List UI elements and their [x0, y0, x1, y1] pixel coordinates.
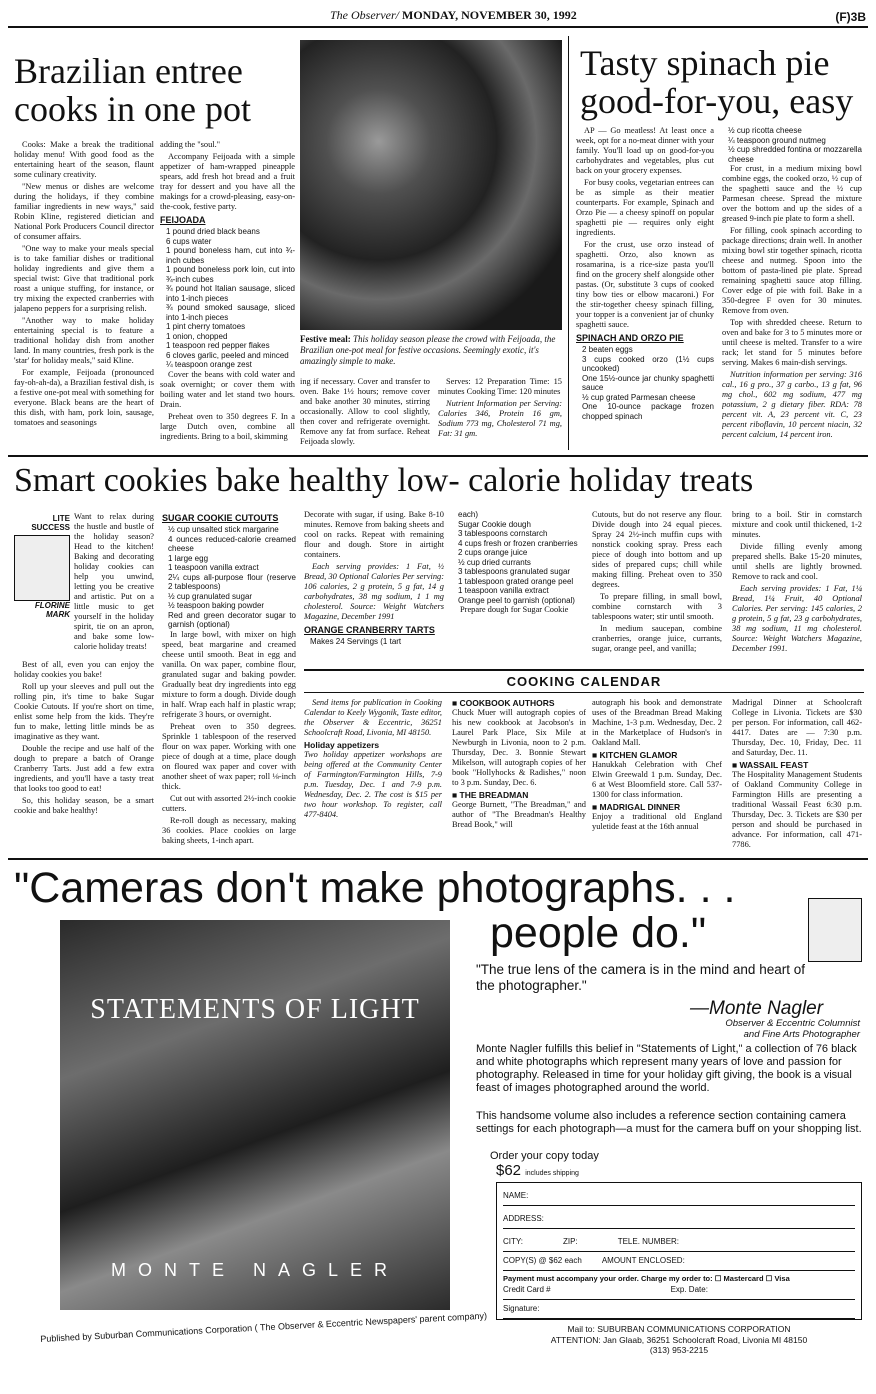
calendar-section-title: Holiday appetizers	[304, 740, 380, 750]
ingredient: 2 cups orange juice	[458, 548, 528, 557]
ingredient: 3 cups cooked orzo (1½ cups uncooked)	[582, 354, 714, 373]
section-rule	[8, 455, 868, 457]
paragraph: Hanukkah Celebration with Chef Elwin Greewald 1 p.m. Sunday, Dec. 6 at West Bloomfield store. Call 537-1300 for class information.	[592, 760, 722, 799]
calendar-section-title: ■ KITCHEN GLAMOR	[592, 750, 678, 760]
paragraph: Cooks: Make a break the traditional holiday menu! With good food as the entertaining heart of the season, flaunt some culinary creativity.	[14, 140, 154, 179]
paragraph: Cutouts, but do not reserve any flour. Divide dough into 24 equal pieces. Spray 24 2½-inch muffin cups with nonstick cooking spray. Press each piece of dough into bottom and up sides of prepared cups; chill while making filling. Preheat oven to 350 degrees.	[592, 510, 722, 589]
cookies-intro	[74, 512, 154, 660]
nutrition-info: Nutrition information per serving: 316 cal., 16 g pro., 37 g carbo., 13 g fat, 96 mg chol., 602 mg sodium, 477 mg potassium, 2 g dietary fiber. RDA: 78 percent vit. A, 23 percent vit. C, 23 percent riboflavin, 10 percent niacin, 32 percent calcium, 14 percent iron.	[722, 370, 862, 439]
paragraph: Two holiday appetizer workshops are being offered at the Community Center of Farmington/Farmington Hills, 7-9 p.m. Tuesday, Dec. 1 and 7-9 p.m. Wednesday, Dec. 2. The cost is $15 per two hour workshop. To register, call 477-8404.	[304, 750, 442, 819]
paragraph: Roll up your sleeves and pull out the rolling pin, it's time to bake Sugar Cookie Cutouts. If you're short on time, enlist some help from the kids. They're fun to make, letting little minds be as imaginative as they want.	[14, 682, 154, 741]
field-label: TELE. NUMBER:	[617, 1237, 680, 1246]
paragraph: For filling, cook spinach according to package directions; drain well. In another mixing bowl stir together spinach, ricotta cheese and nutmeg. Spoon into the bottom of pasta-lined pie plate. Spread remaining spaghetti sauce atop filling. Cover edge of pie with foil. Bake in a 350-degree F oven for 30 minutes. Remove from oven.	[722, 226, 862, 315]
attribution-line: Observer & Eccentric Columnist	[725, 1018, 860, 1029]
field-label: ADDRESS:	[503, 1214, 544, 1223]
paragraph: Decorate with sugar, if using. Bake 8-10 minutes. Remove from baking sheets and cool on racks. Repeat with remaining flour and dough. Store in airtight containers.	[304, 510, 444, 559]
signature-field[interactable]	[503, 1304, 855, 1319]
ingredient: 1 teaspoon vanilla extract	[458, 586, 549, 595]
paragraph: Serves: 12 Preparation Time: 15 minutes Cooking Time: 120 minutes	[438, 377, 562, 396]
paragraph: Best of all, even you can enjoy the holiday cookies you bake!	[14, 660, 154, 679]
phone-number: (313) 953-2215	[649, 1345, 709, 1355]
ingredient: 1 teaspoon vanilla extract	[168, 563, 259, 572]
field-label: COPY(S) @ $62 each	[503, 1256, 582, 1265]
ad-headline-line2: people do."	[490, 909, 707, 957]
cookies-col1	[14, 660, 154, 852]
field-label: Exp. Date:	[670, 1285, 708, 1294]
calendar-rule	[304, 669, 864, 671]
recipe-title: SUGAR COOKIE CUTOUTS	[162, 513, 279, 523]
section-rule	[8, 858, 868, 860]
ad-paragraph-1: Monte Nagler fulfills this belief in "Statements of Light," a collection of 76 black and white photographs which represent many years of love and passion for photography. Released in time for your holiday gift giving, the book is a visual feast of images photographed around the world.	[476, 1043, 857, 1094]
ingredient: 1 pound boneless ham, cut into ¾-inch cubes	[166, 246, 295, 265]
ingredient: ½ cup granulated sugar	[168, 591, 253, 601]
ingredient: 1 onion, chopped	[166, 331, 228, 341]
paragraph: AP — Go meatless! At least once a week, opt for a no-meat dinner with your family. You'll load up on good-for-you carbohydrates and vegetables, plus cut back on your grocery expenses.	[576, 126, 714, 175]
ingredient: 1 pound dried black beans	[166, 227, 260, 236]
paragraph: Enjoy a traditional old England yuletide feast at the 16th annual	[592, 812, 722, 831]
ingredient: 6 cups water	[166, 236, 212, 246]
payment-note: Payment must accompany your order. Charge my order to: ☐ Mastercard ☐ Visa	[503, 1274, 790, 1283]
cookies-headline: Smart cookies bake healthy low- calorie holiday treats	[14, 462, 754, 499]
nutrition-info: Each serving provides: 1 Fat, 1¼ Bread, 1¼ Fruit, 40 Optional Calories. Per serving: 145 calories, 2 g protein, 5 g fat, 23 g carbohydrates, 38 mg sodium, 11 mg cholesterol. Source: Weight Watchers Magazine, December 1991.	[732, 584, 862, 653]
ingredient: 1 pound boneless pork loin, cut into ¾-inch cubes	[166, 265, 295, 284]
paper-name: The Observer/	[330, 8, 399, 22]
paragraph: Accompany Feijoada with a simple appetizer of ham-wrapped pineapple spears, add fresh hot bread and a fruit tray for dessert and you have all the makings for a crowd-pleasing, easy-on-the-cook, festive party.	[160, 152, 295, 211]
yield: Makes 24 Servings (1 tart	[310, 637, 402, 646]
ingredient: 2 beaten eggs	[582, 345, 633, 354]
columnist-name: FLORINE	[34, 601, 70, 610]
caption-lead: Festive meal:	[300, 334, 351, 344]
ingredient: 4 ounces reduced-calorie creamed cheese	[168, 534, 296, 553]
cookies-col2	[162, 510, 296, 852]
spinach-col1	[576, 126, 714, 451]
ingredient: ½ teaspoon baking powder	[168, 601, 265, 610]
calendar-col4	[732, 698, 862, 856]
paragraph: For example, Feijoada (pronounced fay-oh-ah-da), a Brazilian festival dish, is a festive one-pot meal with something for everyone. Black beans are the heart of this dish, with ham, pork loin, sausage, tomatoes and seasonings	[14, 368, 154, 427]
ingredient: 3 tablespoons cornstarch	[458, 529, 548, 538]
field-label: Signature:	[503, 1304, 540, 1313]
ingredient-list	[162, 525, 296, 630]
column-tag: SUCCESS	[31, 523, 70, 532]
publisher-line: Published by Suburban Communications Corporation ( The Observer & Eccentric Newspapers' parent company)	[40, 1310, 488, 1345]
paragraph: adding the "soul."	[160, 140, 221, 149]
field-label: NAME:	[503, 1191, 529, 1200]
ingredient: One 10-ounce package frozen chopped spinach	[582, 402, 714, 421]
ad-headline-line1: "Cameras don't make photographs. . .	[14, 864, 736, 912]
calendar-col2	[452, 698, 586, 856]
ingredient-list	[452, 510, 582, 605]
paragraph: Chuck Muer will autograph copies of his new cookbook at Jacobson's in Laurel Park Place, Six Mile at Newburgh in Livonia, noon to 2 p.m. Thursday, Dec. 3. Bonnie Stewart Mikelson, will autograph copies of her book "Hollyhocks & Radishes," noon to 3 p.m. Sunday, Dec. 6.	[452, 708, 586, 787]
nutrition-info: Nutrient Information per Serving: Calories 346, Protein 16 gm, Sodium 773 mg, Cholesterol 71 mg, Fat: 31 gm.	[438, 399, 562, 438]
recipe-title: SPINACH AND ORZO PIE	[576, 333, 684, 343]
paragraph: Double the recipe and use half of the dough to prepare a batch of Orange Cranberry Tarts. Just add a few extra ingredients, and you'll have a tasty treat that looks too good to eat!	[14, 744, 154, 793]
brazil-col4	[438, 377, 562, 447]
calendar-section-title: ■ THE BREADMAN	[452, 790, 529, 800]
mailing-address	[496, 1324, 862, 1356]
paragraph: So, this holiday season, be a smart cookie and bake healthy!	[14, 796, 154, 815]
ingredient: 1 teaspoon red pepper flakes	[166, 341, 270, 350]
cookies-col4	[452, 510, 582, 660]
recipe-title: FEIJOADA	[160, 215, 206, 225]
ingredient: 6 cloves garlic, peeled and minced	[166, 350, 289, 360]
photo-caption	[300, 334, 562, 367]
mail-to: Mail to: SUBURBAN COMMUNICATIONS CORPORATION	[567, 1324, 791, 1334]
order-prompt: Order your copy today	[490, 1150, 599, 1162]
top-rule	[8, 26, 868, 28]
copies-row[interactable]	[503, 1256, 855, 1271]
cookies-col3	[304, 510, 444, 660]
cookies-col6	[732, 510, 862, 660]
paragraph: bring to a boil. Stir in cornstarch mixture and cook until thickened, 1-2 minutes.	[732, 510, 862, 539]
paragraph: To prepare filling, in small bowl, combine cornstarch with 3 tablespoons water; stir until smooth.	[592, 592, 722, 621]
ingredient: 3 tablespoons granulated sugar	[458, 567, 571, 576]
paragraph: For crust, in a medium mixing bowl combine eggs, the cooked orzo, ½ cup of the spaghetti sauce and the ½ cup Parmesan cheese. Spread the mixture over the bottom and up the sides of a greased 9-inch pie plate to form a shell.	[722, 164, 862, 223]
ingredient: Red and green decorator sugar to garnish (optional)	[168, 610, 296, 629]
paragraph: ing if necessary. Cover and transfer to oven. Bake 1½ hours; remove cover and bake another 30 minutes, stirring occasionally. Allow to cool slightly, then cover and refrigerate overnight. Remove any fat from surface. Reheat Feijoada slowly.	[300, 377, 430, 446]
paragraph: Cover the beans with cold water and soak overnight; or cover them with boiling water and let stand two hours. Drain.	[160, 369, 295, 409]
paragraph: autograph his book and demonstrate uses of the Breadman Bread Making Machine, 1-3 p.m. Wednesday, Dec. 2 in the Marketplace of Hudson's in Oakland Mall.	[592, 698, 722, 747]
paragraph: Madrigal Dinner at Schoolcraft College in Livonia. Tickets are $30 per person. For information, call 462-4417. Dates are — 7:30 p.m. Thursday, Dec. 10, Friday, Dec. 11 and Saturday, Dec. 11.	[732, 698, 862, 757]
ingredient: each)	[458, 510, 479, 519]
ingredient: 2¼ cups all-purpose flour (reserve 2 tablespoons)	[168, 572, 296, 591]
field-label: CITY:	[503, 1237, 524, 1246]
attribution-line: and Fine Arts Photographer	[743, 1029, 860, 1040]
calendar-section-title: ■ WASSAIL FEAST	[732, 760, 809, 770]
field-label: ZIP:	[563, 1237, 578, 1246]
ingredient: ½ cup unsalted stick margarine	[168, 525, 279, 534]
calendar-col3	[592, 698, 722, 856]
ingredient: ¼ teaspoon ground nutmeg	[728, 135, 826, 145]
paragraph: "Another way to make holiday entertaining special is to feature a traditional holiday dish from another land. In many countries, fresh pork is the 'star' for holiday meals," said Kline.	[14, 316, 154, 365]
ingredient: 1 pint cherry tomatoes	[166, 322, 246, 331]
recipe-yield	[304, 637, 444, 647]
spinach-col2	[722, 126, 862, 451]
book-cover	[60, 920, 450, 1310]
paragraph: In medium saucepan, combine cranberries, orange juice, currants, sugar, orange peel, and vanilla;	[592, 624, 722, 653]
brazil-col1	[14, 140, 154, 445]
column-tag: LITE	[52, 514, 70, 523]
ingredient: Sugar Cookie dough	[458, 519, 531, 529]
columnist-portrait	[808, 898, 862, 962]
paragraph: Want to relax during the hustle and bustle of the holiday season? Head to the kitchen! Baking and decorating holiday cookies can help you unwind, letting you be creative and artistic. Put on a little music to get yourself in the holiday spirit, tie on an apron, and bake some low-calorie holiday treats!	[74, 512, 154, 651]
recipe-title: ORANGE CRANBERRY TARTS	[304, 625, 435, 635]
ingredient: ½ cup shredded fontina or mozzarella cheese	[728, 145, 862, 164]
ad-paragraph-2: This handsome volume also includes a reference section containing camera settings for each photograph—a must for the camera buff on your shopping list.	[476, 1110, 862, 1135]
calendar-section-title: ■ MADRIGAL DINNER	[592, 802, 681, 812]
page-number: (F)3B	[835, 10, 866, 24]
ingredient: ½ cup dried currants	[458, 557, 531, 567]
price-value: $62	[496, 1162, 522, 1179]
city-zip-phone-row[interactable]	[503, 1237, 855, 1252]
paragraph: The Hospitality Management Students of Oakland Community College in Farmington Hills are presenting a traditional Wassail Feast 6:30 p.m. Thursday, Dec. 3. Tickets are $30 per person and should be purchased in advance. For information, call 471-7786.	[732, 770, 862, 849]
paragraph: For busy cooks, vegetarian entrees can be as simple as their meatier counterparts. For example, Spinach and Orzo Pie — a cheesy spinoff on popular spaghetti pie — requires only eight ingredients.	[576, 178, 714, 237]
paragraph: Send items for publication in Cooking Calendar to Keely Wygonik, Taste editor, the Observer & Eccentric, 36251 Schoolcraft Road, Livonia, MI 48150.	[304, 698, 442, 737]
pull-quote: "The true lens of the camera is in the mind and heart of the photographer."	[476, 962, 805, 993]
calendar-rule	[304, 692, 864, 693]
calendar-title: COOKING CALENDAR	[506, 674, 662, 689]
ingredient: ¾ pound smoked sausage, sliced into 1-inch pieces	[166, 303, 295, 322]
address-field[interactable]	[503, 1214, 855, 1229]
brazil-headline: Brazilian entree cooks in one pot	[14, 51, 251, 129]
brazil-col3	[300, 377, 430, 447]
paragraph: In large bowl, with mixer on high speed, beat margarine and creamed cheese until smooth. Beat in egg and vanilla. On wax paper, combine flour, granulated sugar and baking powder. Gradually beat dry ingredients into egg mixture to form a dough. Divide dough in half. Wrap each half in plastic wrap; refrigerate 3 hours, or overnight.	[162, 629, 296, 719]
spinach-headline: Tasty spinach pie good-for-you, easy	[580, 43, 854, 121]
paragraph: Preheat oven to 350 degrees F. In a large Dutch oven, combine all ingredients. Bring to a boil, skimming	[160, 411, 295, 441]
calendar-section-title: ■ COOKBOOK AUTHORS	[452, 698, 555, 708]
attribution-name: —Monte Nagler	[690, 998, 824, 1019]
column-divider	[568, 36, 569, 450]
field-label: Credit Card #	[503, 1285, 551, 1294]
ingredient: ¾ pound hot Italian sausage, sliced into 1-inch pieces	[166, 284, 295, 303]
attention-line: ATTENTION: Jan Glaab, 36251 Schoolcraft Road, Livonia MI 48150	[550, 1334, 808, 1345]
book-author: MONTE NAGLER	[110, 1260, 400, 1280]
ingredient-list	[160, 227, 295, 370]
ingredient: One 15½-ounce jar chunky spaghetti sauce	[582, 373, 714, 392]
caption-text: This holiday season please the crowd with Feijoada, the Brazilian one-pot meal for festive occasions. Seemingly exotic, it's amazingly simple to make.	[300, 334, 556, 366]
calendar-col1	[304, 698, 442, 856]
price	[496, 1162, 579, 1179]
cookies-col5	[592, 510, 722, 660]
paragraph: For the crust, use orzo instead of spaghetti. Orzo, also known as rosamarina, is a rice-size pasta you'll find on the grocery shelf alongside other pastas. (Or, substitute 3 cups of cooked tiny bow ties or elbow macaroni.) For the stir-together cheesy spinach filling, your topper is a convenient jar of chunky spaghetti sauce.	[576, 240, 714, 329]
card-row[interactable]	[503, 1285, 855, 1300]
name-field[interactable]	[503, 1191, 855, 1206]
masthead	[330, 8, 577, 23]
ingredient: 1 tablespoon grated orange peel	[458, 576, 574, 586]
paragraph: Cut out with assorted 2½-inch cookie cutters.	[162, 793, 296, 813]
ingredient-list	[576, 345, 714, 421]
columnist-name: MARK	[46, 610, 70, 619]
brazil-col2	[160, 140, 295, 445]
paragraph: "One way to make your meals special is to take familiar dishes or traditional holiday ingredients and give them a special twist: Give that traditional pork roast a unique stuffing, for instance, or try mixing the expected cranberries with jalapeno peppers for a surprising relish.	[14, 244, 154, 313]
feijoada-photo	[300, 40, 562, 330]
nutrition-info: Each serving provides: 1 Fat, ½ Bread, 30 Optional Calories Per serving: 106 calories, 2 g protein, 5 g fat, 14 g carbohydrates, 38 mg sodium, 1 1 mg cholesterol. Source: Weight Watchers Magazine, December 1991	[304, 562, 444, 621]
issue-date: MONDAY, NOVEMBER 30, 1992	[402, 8, 577, 22]
columnist-portrait	[14, 535, 70, 601]
paragraph: Prepare dough for Sugar Cookie	[460, 605, 569, 614]
ingredient: Orange peel to garnish (optional)	[458, 595, 575, 605]
ingredient-list	[722, 126, 862, 164]
price-note: includes shipping	[525, 1170, 579, 1177]
book-title: STATEMENTS OF LIGHT	[90, 994, 420, 1025]
paragraph: Re-roll dough as necessary, making 36 cookies. Place cookies on large baking sheets, 1-inch apart.	[162, 815, 296, 845]
ingredient: 4 cups fresh or frozen cranberries	[458, 538, 578, 548]
ingredient: ½ cup ricotta cheese	[728, 126, 802, 135]
paragraph: George Burnett, "The Breadman," and author of "The Breadman's Healthy Bread Book," will	[452, 800, 586, 829]
columnist-box	[14, 514, 70, 632]
paragraph: Top with shredded cheese. Return to oven and bake for 3 to 5 minutes more or until cheese is melted. Transfer to a wire rack; let stand for 5 minutes before serving. Makes 6 main-dish servings.	[722, 318, 862, 367]
paragraph: Preheat oven to 350 degrees. Sprinkle 1 tablespoon of the reserved flour on wax paper. Working with one piece of dough at a time, place dough on floured wax paper and cover with another sheet of wax paper; roll ⅛-inch thick.	[162, 721, 296, 791]
field-label: AMOUNT ENCLOSED:	[601, 1256, 685, 1265]
paragraph: Divide filling evenly among prepared shells. Bake 15-20 minutes, until shells are lightly browned. Remove to rack and cool.	[732, 542, 862, 581]
ingredient: 1 large egg	[168, 553, 209, 563]
attribution-title	[640, 1018, 860, 1040]
ingredient: ¼ teaspoon orange zest	[166, 360, 252, 369]
paragraph: "New menus or dishes are welcome during the holidays, if they combine familiar ingredients in new ways," said Robin Kline, registered dietician and National Pork Producers Council director of consumer affairs.	[14, 182, 154, 241]
ingredient: ½ cup grated Parmesan cheese	[582, 392, 696, 402]
order-form	[496, 1182, 862, 1320]
